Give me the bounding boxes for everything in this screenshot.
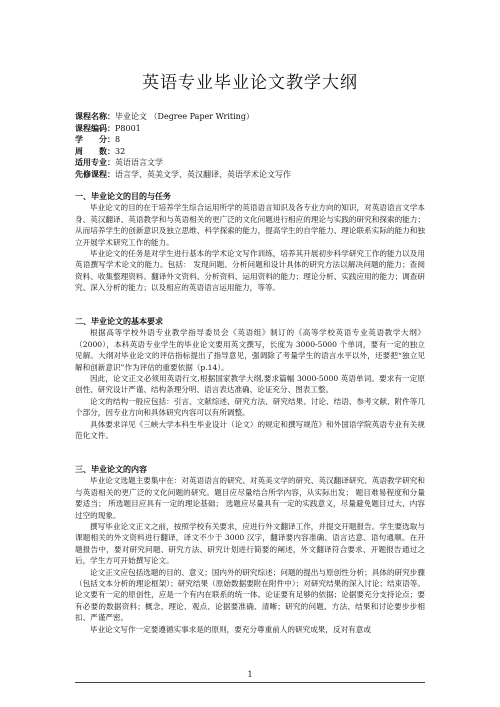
major-row [75,157,435,169]
section-content [75,464,425,635]
paragraph: 论文正文应包括选题的目的、意义；国内外的研究综述；问题的提出与原创性分析；具体的研究步骤（包括文本分析的理论框架）；研究结果（原始数据要附在附件中）；对研究结果的深入讨论；结束语等。论文要有一定的原创性，应是一个有内在联系的统一体。论证要有足够的依据；论据要充分支持论点；要有必要的数据资料；概念、理论、观点、论据要准确、清晰；研究的问题、方法、结果和讨论要步步相扣、严谨严密。 [75,567,425,623]
course-code-key: 课程编码： [75,122,115,133]
paragraph: 毕业论文写作一定要遵循实事求是的原则，要充分尊重前人的研究成果，反对有意或 [90,624,371,634]
paragraph: 根据高等学校外语专业教学指导委员会《英语组》制订的《高等学校英语专业英语教学大纲》（2000），本科英语专业学生的毕业论文要用英文撰写，长度为 3000-5000 个单词，要有一定的独立见解。大纲对毕业论文的评估指标提出了指导意见，强调除了考量学生的语言水平以外，还要把“独立见解和创新意识”作为评估的重要依据（p.14）。 [75,328,425,372]
paragraph: 毕业论文选题主要集中在：对英语语言的研究、对英美文学的研究、英汉翻译研究、英语教学研究和与英语相关的更广泛的文化问题的研究。题目应尽量结合所学内容，从实际出发； 题目难易程度和分量要适当； 所选题目应具有一定的理论基础； 选题应尽量具有一定的实践意义，尽量避免题目过大、内容过空的现象。 [75,476,425,520]
paragraph: 毕业论文的任务是对学生进行基本的学术论文写作训练，培养其开展初步科学研究工作的能力以及用英语撰写学术论文的能力。包括： 发现问题、分析问题和设计具体的研究方法以解决问题的能力；查阅资料、收集整理资料、翻译外文资料、分析资料、运用资料的能力；理论分析、实践应用的能力；调查研究、深入分析的能力；以及相应的英语语言运用能力，等等。 [75,249,425,293]
weeks-row [75,146,435,158]
section-heading: 一、毕业论文的目的与任务 [75,191,171,201]
footer-divider [75,682,425,683]
section-requirements [75,316,425,441]
major-value: 英语语言文学 [115,158,163,168]
major-key: 适用专业： [75,157,115,168]
paragraph: 撰写毕业论文正文之前，按照学校有关要求，应进行外文翻译工作，并提交开题报告。学生要选取与课题相关的外文资料进行翻译，译文不少于 3000 汉字，翻译要内容准确、语言达意、语句通顺。在开题报告中，要对研究问题、研究方法、研究计划进行简要的阐述，外文翻译符合要求、开题报告通过之后，学生方可开始撰写论文。 [75,522,425,566]
course-name-row [75,111,435,123]
page-number: 1 [247,670,253,679]
course-name-key: 课程名称： [75,111,115,121]
course-code-row [75,123,435,135]
prerequisites-row [75,169,435,181]
course-code-value: P8001 [115,123,141,133]
paragraph: 毕业论文的目的在于培养学生综合运用所学的英语语言知识及各专业方向的知识，对英语语言文学本身、英汉翻译、英语教学和与英语相关的更广泛的文化问题进行相应的理论与实践的研究和探索的能力；从而培养学生的创新意识及独立思维、科学探索的能力，提高学生的自学能力、理论联系实际的能力和独立开展学术研究工作的能力。 [75,203,425,247]
section-heading: 二、毕业论文的基本要求 [75,316,163,326]
weeks-value: 32 [115,146,126,156]
prerequisites-value: 语言学、英美文学、英汉翻译、英语学术论文写作 [115,169,291,179]
prerequisites-key: 先修课程： [75,168,115,179]
course-name-value: 毕业论文 （Degree Paper Writing） [115,112,254,121]
credits-value: 8 [115,135,121,145]
paragraph: 因此，论文正文必须用英语行文,根据国家教学大纲,要求篇幅 3000-5000 英语单词。要求有一定原创性、研究设计严谨、结构条理分明、语言表达准确、论证充分、图表工整。 [75,374,425,395]
course-info [75,111,435,181]
credits-key: 学 分： [75,134,115,145]
credits-row [75,134,435,146]
section-purpose [75,191,425,294]
page-title: 英语专业毕业论文教学大纲 [142,73,358,93]
section-heading: 三、毕业论文的内容 [75,464,147,474]
paragraph: 论文的结构一般应包括：引言、文献综述、研究方法、研究结果、讨论、结语、参考文献、附件等几个部分，因专业方向和具体研究内容可以有所调整。 [75,396,425,418]
weeks-key: 周 数： [75,145,115,156]
paragraph: 具体要求详见《三峡大学本科生毕业设计（论文）的规定和撰写规范》和外国语学院英语专业有关规范化文件。 [75,419,425,441]
